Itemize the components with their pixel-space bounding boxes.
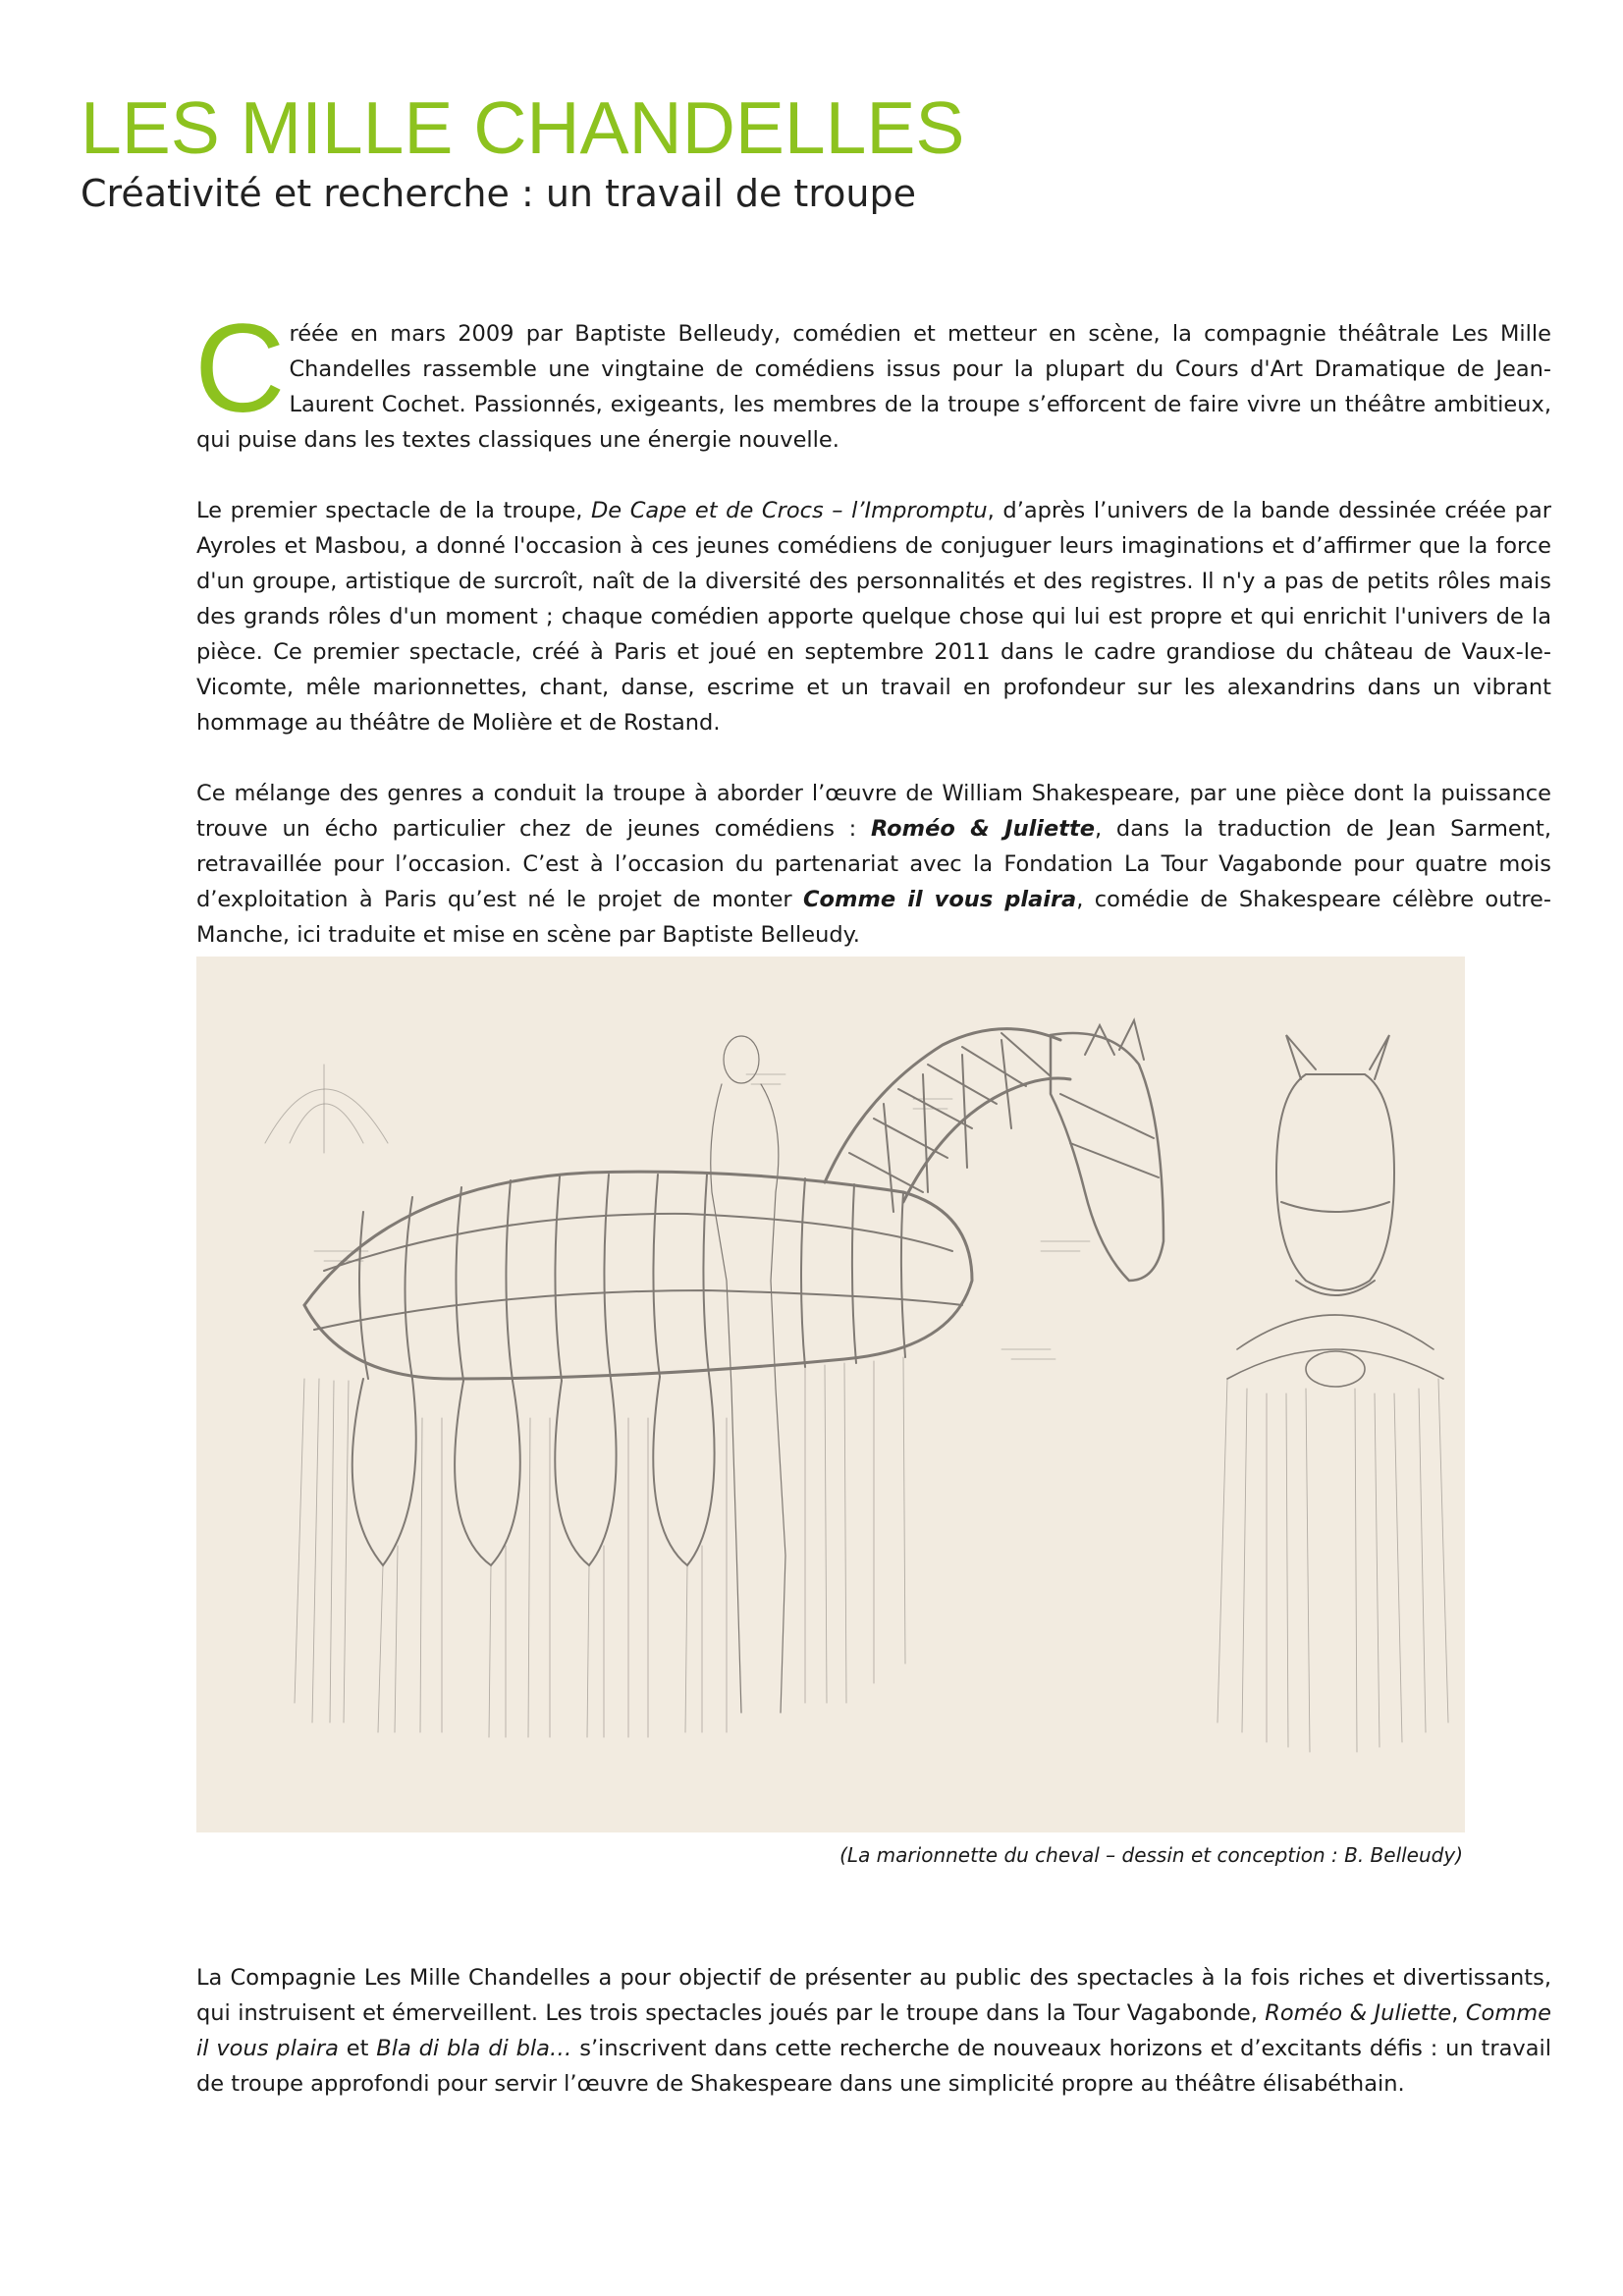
text-span: s’inscrivent dans cette recherche de nouveaux horizons et d’excitants défis : un travail de troupe approfondi pour servir l’œuvre de Shakespeare dans une simplicité propre au théâtre élisabéthain. bbox=[196, 2036, 1551, 2097]
paragraph-objective bbox=[196, 1960, 1551, 2102]
intro-text: réée en mars 2009 par Baptiste Belleudy, comédien et metteur en scène, la compagnie théâtrale Les Mille Chandelles rassemble une vingtaine de comédiens issus pour la plupart du Cours d'Art Dramatique de Jean-Laurent Cochet. Passionnés, exigeants, les membres de la troupe s’efforcent de faire vivre un théâtre ambitieux, qui puise dans les textes classiques une énergie nouvelle. bbox=[196, 321, 1551, 453]
text-span: , dans la traduction de Jean Sarment, retravaillée pour l’occasion. C’est à l’occasion du partenariat avec la Fondation La Tour Vagabonde pour quatre mois d’exploitation à Paris qu’est né le projet de monter bbox=[196, 816, 1551, 912]
text-span: Ce mélange des genres a conduit la troupe à aborder l’œuvre de William Shakespeare, par une pièce dont la puissance trouve un écho particulier chez de jeunes comédiens : bbox=[196, 781, 1551, 842]
text-span: , d’après l’univers de la bande dessinée créée par Ayroles et Masbou, a donné l'occasion à ces jeunes comédiens de conjuguer leurs imaginations et d’affirmer que la force d'un groupe, artistique de surcroît, naît de la diversité des personnalités et des registres. Il n'y a pas de petits rôles mais des grands rôles d'un moment ; chaque comédien apporte quelque chose qui lui est propre et qui enrichit l'univers de la pièce. Ce premier spectacle, créé à Paris et joué en septembre 2011 dans le cadre grandiose du château de Vaux-le-Vicomte, mêle marionnettes, chant, danse, escrime et un travail en profondeur sur les alexandrins dans un vibrant hommage au théâtre de Molière et de Rostand. bbox=[196, 498, 1551, 736]
figure-caption: (La marionnette du cheval – dessin et conception : B. Belleudy) bbox=[839, 1843, 1463, 1867]
article-body bbox=[194, 299, 1551, 953]
text-span: La Compagnie Les Mille Chandelles a pour objectif de présenter au public des spectacles à la fois riches et divertissants, qui instruisent et émerveillent. Les trois spectacles joués par le troupe dans la Tour Vagabonde, bbox=[196, 1965, 1551, 2026]
sketch-drawing bbox=[196, 957, 1465, 1832]
show-title: De Cape et de Crocs – l’Impromptu bbox=[590, 498, 988, 523]
text-span: Le premier spectacle de la troupe, bbox=[196, 498, 591, 523]
show-title: Comme il vous plaira bbox=[196, 2000, 1551, 2061]
show-title: Roméo & Juliette bbox=[870, 816, 1096, 842]
show-title: Comme il vous plaira bbox=[803, 887, 1077, 912]
drop-cap: C bbox=[194, 299, 286, 439]
page-title: LES MILLE CHANDELLES bbox=[81, 86, 965, 169]
text-span: , bbox=[1451, 2000, 1466, 2026]
article-conclusion bbox=[196, 1960, 1551, 2102]
show-title: Roméo & Juliette bbox=[1265, 2000, 1452, 2026]
show-title: Bla di bla di bla… bbox=[376, 2036, 572, 2061]
paragraph-first-show bbox=[196, 493, 1551, 740]
horse-puppet-sketch bbox=[196, 957, 1465, 1832]
paragraph-shakespeare bbox=[196, 776, 1551, 953]
text-span: et bbox=[338, 2036, 377, 2061]
intro-paragraph bbox=[194, 299, 1551, 458]
text-span: , comédie de Shakespeare célèbre outre-Manche, ici traduite et mise en scène par Baptiste Belleudy. bbox=[196, 887, 1551, 948]
page-subtitle: Créativité et recherche : un travail de troupe bbox=[81, 172, 916, 215]
